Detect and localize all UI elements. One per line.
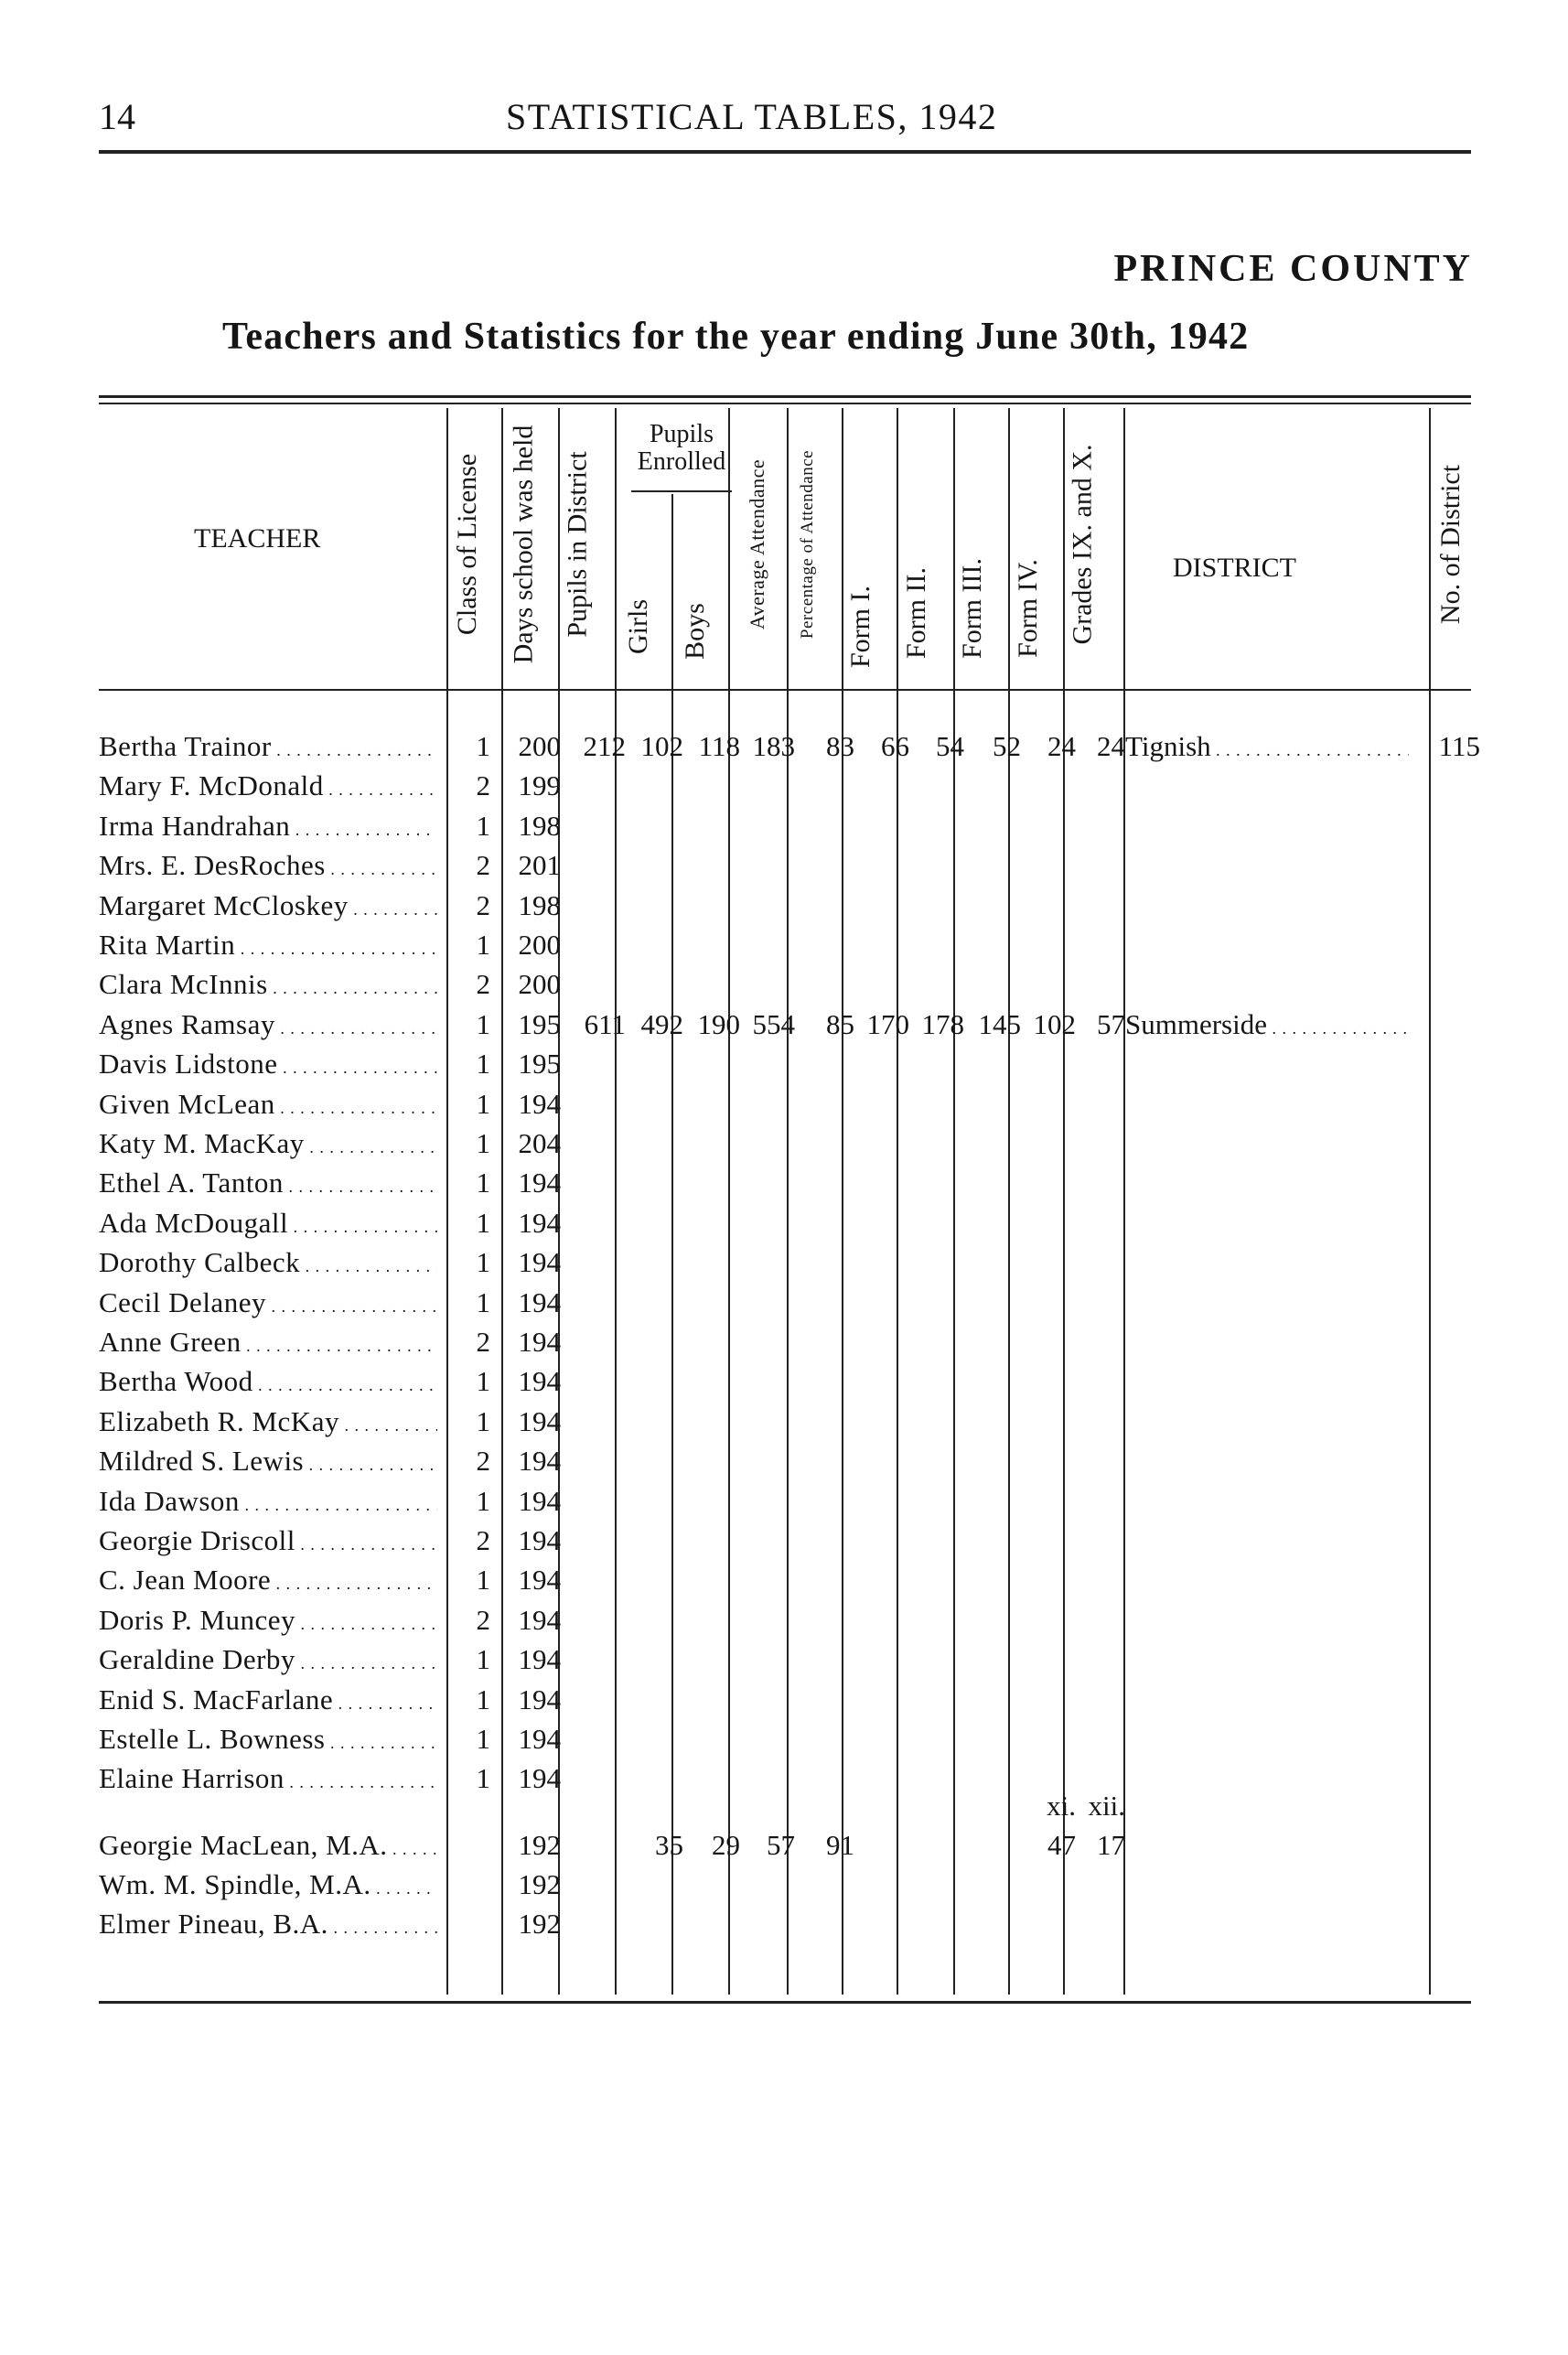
class-of-license: 1 xyxy=(476,1167,490,1199)
table-row xyxy=(99,929,1471,968)
days-held: 194 xyxy=(518,1167,561,1199)
class-of-license: 2 xyxy=(476,888,490,921)
header-bottom-rule xyxy=(99,689,1471,691)
form-3-count: 52 xyxy=(993,730,1021,762)
grades-9-10-count: 24 xyxy=(1097,730,1125,762)
class-of-license: 1 xyxy=(476,1762,490,1795)
table-subtitle: Teachers and Statistics for the year ending June 30th, 1942 xyxy=(222,316,1250,358)
teacher-name: Elaine Harrison . . . xyxy=(99,1762,437,1795)
days-held: 195 xyxy=(518,1007,561,1040)
form-4-count: 102 xyxy=(1033,1007,1076,1040)
district-name: Summerside . . . xyxy=(1125,1008,1409,1041)
table-top-rule xyxy=(99,395,1471,398)
table-row xyxy=(99,1167,1471,1206)
days-held: 194 xyxy=(518,1564,561,1597)
header-rule xyxy=(99,150,1471,154)
days-held: 200 xyxy=(518,968,561,1001)
district-column-header: DISTRICT xyxy=(1173,553,1296,583)
pupils-in-district: 212 xyxy=(583,730,626,762)
table-row xyxy=(99,1326,1471,1365)
district-number-header: No. of District xyxy=(1435,464,1466,625)
teacher-name: Elmer Pineau, B.A. . . . xyxy=(99,1908,437,1941)
days-held: 198 xyxy=(518,888,561,921)
girls-enrolled: 492 xyxy=(640,1007,683,1040)
teacher-name: Ada McDougall . . . xyxy=(99,1207,437,1240)
days-held: 192 xyxy=(518,1908,561,1940)
percentage-attendance-header: Percentage of Attendance xyxy=(798,449,818,640)
days-held: 200 xyxy=(518,929,561,961)
class-of-license: 2 xyxy=(476,1326,490,1358)
days-held: 194 xyxy=(518,1246,561,1279)
days-held: 194 xyxy=(518,1683,561,1715)
percentage-attendance: 83 xyxy=(826,730,854,762)
girls-enrolled: 102 xyxy=(640,730,683,762)
days-held: 204 xyxy=(518,1127,561,1159)
form-4-count: xi. xyxy=(1047,1790,1076,1822)
teacher-name: Katy M. MacKay . . . xyxy=(99,1127,437,1160)
days-held: 194 xyxy=(518,1524,561,1556)
class-of-license: 1 xyxy=(476,1484,490,1517)
pupils-in-district: 611 xyxy=(584,1007,626,1040)
table-row xyxy=(99,1683,1471,1723)
form-2-header: Form II. xyxy=(901,567,931,659)
class-of-license: 1 xyxy=(476,1087,490,1120)
teacher-name: Mrs. E. DesRoches . . . xyxy=(99,849,437,882)
form-1-count: 170 xyxy=(866,1007,909,1040)
teacher-name: Bertha Wood . . . xyxy=(99,1365,437,1398)
grades-9-10-count: 57 xyxy=(1097,1007,1125,1040)
form-2-count: 178 xyxy=(921,1007,964,1040)
form-2-count: 54 xyxy=(936,730,964,762)
boys-enrolled: 118 xyxy=(698,730,740,762)
class-of-license: 2 xyxy=(476,1445,490,1478)
form-1-count: 66 xyxy=(881,730,909,762)
days-held: 194 xyxy=(518,1206,561,1239)
percentage-attendance: 91 xyxy=(826,1829,854,1861)
boys-header: Boys xyxy=(680,603,710,660)
table-row xyxy=(99,1829,1471,1868)
table-row xyxy=(99,1365,1471,1404)
class-of-license: 1 xyxy=(476,1365,490,1398)
class-of-license: 1 xyxy=(476,1127,490,1159)
days-held: 200 xyxy=(518,730,561,762)
table-row xyxy=(99,968,1471,1007)
teacher-name: Estelle L. Bowness . . . xyxy=(99,1723,437,1756)
teacher-name: Mary F. McDonald . . . xyxy=(99,769,437,802)
class-of-license: 1 xyxy=(476,1643,490,1676)
class-of-license: 1 xyxy=(476,809,490,842)
table-row xyxy=(99,1524,1471,1564)
running-title: STATISTICAL TABLES, 1942 xyxy=(506,96,998,137)
days-held: 194 xyxy=(518,1365,561,1398)
girls-enrolled: 35 xyxy=(655,1829,683,1861)
teacher-name: Anne Green . . . xyxy=(99,1326,437,1359)
teacher-name: Ida Dawson . . . xyxy=(99,1485,437,1518)
form-3-header: Form III. xyxy=(957,558,988,659)
form-4-count: 47 xyxy=(1047,1829,1076,1861)
teacher-name: Enid S. MacFarlane . . . xyxy=(99,1683,437,1716)
form-4-count: 24 xyxy=(1047,730,1076,762)
teacher-name: Clara McInnis . . . xyxy=(99,968,437,1001)
days-held: 198 xyxy=(518,809,561,842)
teacher-name: Wm. M. Spindle, M.A. . . . xyxy=(99,1868,437,1901)
grades-9-10-count: xii. xyxy=(1088,1790,1125,1822)
table-row xyxy=(99,1790,1471,1829)
class-of-license: 1 xyxy=(476,1246,490,1279)
teacher-name: Rita Martin . . . xyxy=(99,929,437,962)
days-held: 194 xyxy=(518,1484,561,1517)
days-held-header: Days school was held xyxy=(508,425,539,664)
table-row xyxy=(99,1048,1471,1087)
days-held: 194 xyxy=(518,1087,561,1120)
table-row xyxy=(99,1445,1471,1484)
boys-enrolled: 190 xyxy=(697,1007,740,1040)
district-number: 115 xyxy=(1438,730,1480,762)
table-row xyxy=(99,1207,1471,1246)
pupils-in-district-header: Pupils in District xyxy=(563,451,594,638)
days-held: 201 xyxy=(518,849,561,882)
class-of-license: 1 xyxy=(476,730,490,762)
grades-9-10-count: 17 xyxy=(1097,1829,1125,1861)
days-held: 194 xyxy=(518,1445,561,1478)
class-of-license: 1 xyxy=(476,1404,490,1437)
table-row xyxy=(99,1088,1471,1127)
table-row xyxy=(99,1127,1471,1167)
teacher-name: Bertha Trainor . . . xyxy=(99,730,437,763)
teacher-name: Elizabeth R. McKay . . . xyxy=(99,1405,437,1438)
table-row xyxy=(99,1868,1471,1908)
class-of-license: 1 xyxy=(476,929,490,961)
table-row xyxy=(99,810,1471,849)
days-held: 194 xyxy=(518,1643,561,1676)
table-row xyxy=(99,1564,1471,1603)
page-number: 14 xyxy=(99,96,135,137)
teacher-name: Given McLean . . . xyxy=(99,1088,437,1121)
boys-enrolled: 29 xyxy=(712,1829,740,1861)
teacher-name: Margaret McCloskey . . . xyxy=(99,889,437,922)
days-held: 199 xyxy=(518,769,561,802)
county-title: PRINCE COUNTY xyxy=(1113,248,1473,290)
days-held: 194 xyxy=(518,1404,561,1437)
form-1-header: Form I. xyxy=(845,586,875,668)
class-of-license: 1 xyxy=(476,1683,490,1715)
class-of-license: 1 xyxy=(476,1285,490,1318)
days-held: 194 xyxy=(518,1326,561,1358)
days-held: 194 xyxy=(518,1285,561,1318)
class-of-license: 1 xyxy=(476,1007,490,1040)
teacher-column-header: TEACHER xyxy=(194,523,321,554)
table-row xyxy=(99,849,1471,888)
class-of-license: 1 xyxy=(476,1723,490,1755)
percentage-attendance: 85 xyxy=(826,1007,854,1040)
table-row xyxy=(99,1908,1471,1947)
class-of-license: 2 xyxy=(476,1524,490,1556)
class-of-license: 2 xyxy=(476,968,490,1001)
class-of-license-header: Class of License xyxy=(452,453,482,636)
days-held: 194 xyxy=(518,1762,561,1795)
pupils-enrolled-header: Pupils Enrolled xyxy=(637,420,726,476)
table-row xyxy=(99,1485,1471,1524)
girls-header: Girls xyxy=(623,599,653,654)
teacher-name: Irma Handrahan . . . xyxy=(99,810,437,843)
table-row xyxy=(99,1723,1471,1762)
table-row xyxy=(99,1405,1471,1445)
teacher-name: C. Jean Moore . . . xyxy=(99,1564,437,1597)
days-held: 194 xyxy=(518,1603,561,1636)
average-attendance: 554 xyxy=(752,1007,795,1040)
table-row xyxy=(99,730,1480,769)
days-held: 192 xyxy=(518,1868,561,1900)
teacher-name: Cecil Delaney . . . xyxy=(99,1286,437,1319)
table-row xyxy=(99,1008,1471,1048)
class-of-license: 2 xyxy=(476,849,490,882)
table-row xyxy=(99,769,1471,809)
table-row xyxy=(99,1604,1471,1643)
average-attendance: 57 xyxy=(767,1829,795,1861)
average-attendance: 183 xyxy=(752,730,795,762)
teacher-name: Agnes Ramsay . . . xyxy=(99,1008,437,1041)
teacher-name: Georgie MacLean, M.A. . . . xyxy=(99,1829,437,1862)
class-of-license: 2 xyxy=(476,769,490,802)
teacher-name: Geraldine Derby . . . xyxy=(99,1643,437,1676)
days-held: 192 xyxy=(518,1829,561,1861)
teacher-name: Ethel A. Tanton . . . xyxy=(99,1167,437,1199)
average-attendance-header: Average Attendance xyxy=(746,458,768,630)
teacher-name: Mildred S. Lewis . . . xyxy=(99,1445,437,1478)
days-held: 194 xyxy=(518,1723,561,1755)
form-4-header: Form IV. xyxy=(1013,559,1043,658)
days-held: 195 xyxy=(518,1048,561,1081)
teacher-name: Davis Lidstone . . . xyxy=(99,1048,437,1081)
teacher-name: Dorothy Calbeck . . . xyxy=(99,1246,437,1279)
class-of-license: 2 xyxy=(476,1603,490,1636)
grades-9-10-header: Grades IX. and X. xyxy=(1068,444,1099,645)
table-row xyxy=(99,1643,1471,1683)
class-of-license: 1 xyxy=(476,1048,490,1081)
table-row xyxy=(99,889,1471,929)
class-of-license: 1 xyxy=(476,1564,490,1597)
teacher-name: Georgie Driscoll . . . xyxy=(99,1524,437,1557)
form-3-count: 145 xyxy=(978,1007,1021,1040)
table-row xyxy=(99,1246,1471,1285)
class-of-license: 1 xyxy=(476,1206,490,1239)
table-top-rule-2 xyxy=(99,403,1471,404)
table-bottom-rule xyxy=(99,2001,1471,2004)
table-row xyxy=(99,1286,1471,1326)
teacher-name: Doris P. Muncey . . . xyxy=(99,1604,437,1637)
district-name: Tignish . . . xyxy=(1125,730,1409,763)
